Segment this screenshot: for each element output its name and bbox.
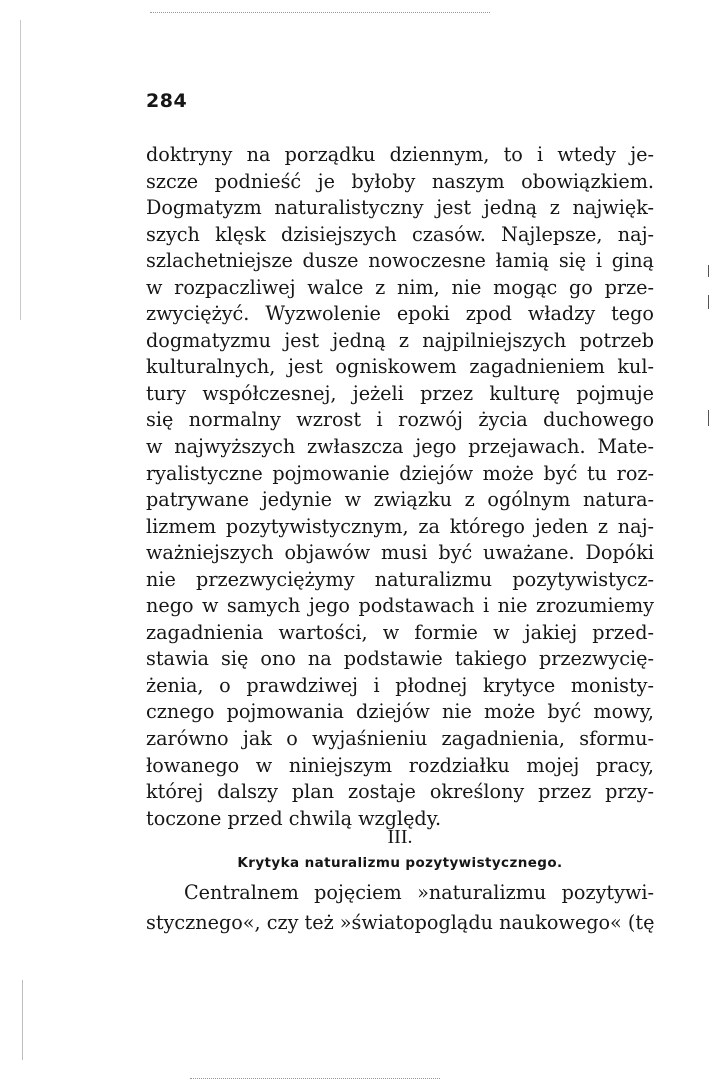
text-line: cznego pojmowania dziejów nie może być mowy, (146, 700, 654, 724)
text-line: łowanego w niniejszym rozdziałku mojej pracy, (146, 753, 654, 777)
section-paragraph (146, 878, 654, 938)
scan-margin-mark (708, 410, 709, 426)
text-line: szych klęsk dzisiejszych czasów. Najlepsze, naj- (146, 222, 654, 246)
text-line: się normalny wzrost i rozwój życia duchowego (146, 408, 654, 432)
text-line: nego w samych jego podstawach i nie zrozumiemy (146, 594, 654, 618)
scan-margin-mark (708, 265, 709, 277)
text-line-last: toczone przed chwilą względy. (146, 806, 442, 830)
section-number: III. (387, 826, 413, 848)
text-line: stycznego«, czy też »światopoglądu naukowego« (tę (146, 911, 654, 934)
text-line: tury współczesnej, jeżeli przez kulturę pojmuje (146, 381, 654, 405)
scan-margin-mark (708, 295, 709, 309)
text-line (146, 878, 654, 908)
text-line-content: Centralnem pojęciem »naturalizmu pozytywi- (184, 881, 654, 904)
section-title: Krytyka naturalizmu pozytywistycznego. (237, 855, 563, 871)
text-line: zwyciężyć. Wyzwolenie epoki zpod władzy tego (146, 302, 654, 326)
text-line: zarówno jak o wyjaśnieniu zagadnienia, sformu- (146, 727, 654, 751)
text-line: w rozpaczliwej walce z nim, nie mogąc go prze- (146, 275, 654, 299)
text-line: nie przezwyciężymy naturalizmu pozytywistycz- (146, 567, 654, 591)
text-line: szlachetniejsze dusze nowoczesne łamią się i giną (146, 249, 654, 273)
scan-margin-mark (20, 20, 21, 320)
text-line: ważniejszych objawów musi być uważane. Dopóki (146, 541, 654, 565)
text-line: w najwyższych zwłaszcza jego przejawach. Mate- (146, 435, 654, 459)
top-scan-edge (150, 12, 490, 13)
text-line: zagadnienia wartości, w formie w jakiej przed- (146, 620, 654, 644)
text-line: doktryny na porządku dziennym, to i wtedy je- (146, 143, 654, 166)
text-line: której dalszy plan zostaje określony przez przy- (146, 780, 654, 804)
text-line: szcze podnieść je byłoby naszym obowiązkiem. (146, 169, 654, 193)
text-line: patrywane jedynie w związku z ogólnym natura- (146, 488, 654, 512)
text-line: kulturalnych, jest ogniskowem zagadnieniem kul- (146, 355, 654, 379)
text-line: żenia, o prawdziwej i płodnej krytyce monisty- (146, 673, 654, 697)
text-line: dogmatyzmu jest jedną z najpilniejszych potrzeb (146, 328, 654, 352)
text-line: lizmem pozytywistycznym, za którego jeden z naj- (146, 514, 654, 538)
text-line: ryalistyczne pojmowanie dziejów może być tu roz- (146, 461, 654, 485)
text-line: Dogmatyzm naturalistyczny jest jedną z najwięk- (146, 196, 654, 220)
body-paragraph (146, 142, 654, 832)
page-number: 284 (146, 90, 188, 112)
text-line: stawia się ono na podstawie takiego przezwycię- (146, 647, 654, 671)
scan-margin-mark (22, 980, 23, 1060)
bottom-scan-edge (190, 1078, 440, 1079)
